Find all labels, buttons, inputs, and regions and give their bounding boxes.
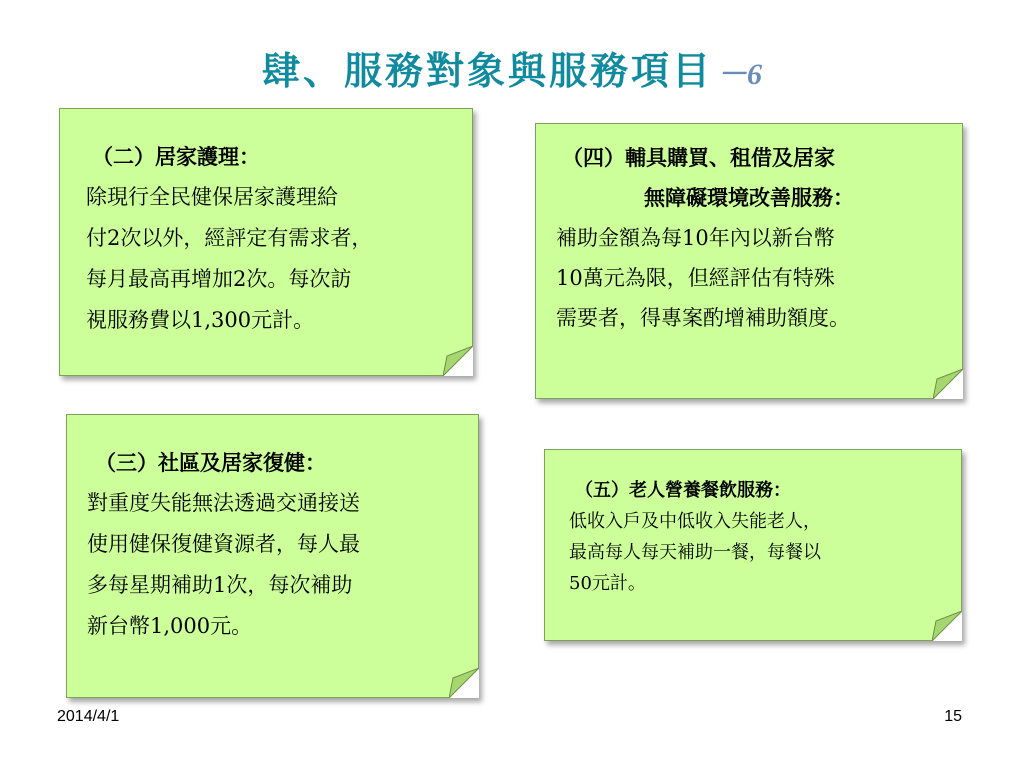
slide-title bbox=[0, 40, 1024, 95]
note-line: 除現行全民健保居家護理給 bbox=[86, 185, 338, 209]
page-number: 15 bbox=[944, 708, 962, 725]
slide-title-suffix: －6 bbox=[717, 58, 762, 91]
note-line: 多每星期補助1次，每次補助 bbox=[87, 573, 353, 597]
note-assistive-devices bbox=[535, 123, 963, 399]
note-line: 補助金額為每10年內以新台幣 bbox=[556, 226, 835, 250]
note-heading: （四）輔具購買、租借及居家 bbox=[562, 145, 835, 170]
note-rehabilitation bbox=[66, 414, 479, 698]
note-line: 10萬元為限，但經評估有特殊 bbox=[556, 266, 835, 290]
note-line: 付2次以外，經評定有需求者， bbox=[86, 226, 373, 250]
note-home-nursing bbox=[59, 108, 473, 376]
note-meal-services bbox=[544, 449, 962, 641]
note-heading: （五）老人營養餐飲服務： bbox=[575, 480, 791, 501]
note-heading-continued: 無障礙環境改善服務： bbox=[644, 185, 854, 210]
footer-date: 2014/4/1 bbox=[57, 708, 120, 725]
note-line: 視服務費以1,300元計。 bbox=[86, 308, 315, 332]
page-curl-icon bbox=[449, 668, 479, 698]
page-curl-icon bbox=[933, 369, 963, 399]
note-line: 對重度失能無法透過交通接送 bbox=[87, 491, 360, 515]
note-heading: （二）居家護理： bbox=[92, 144, 260, 169]
note-line: 低收入戶及中低收入失能老人， bbox=[569, 511, 821, 532]
page-curl-icon bbox=[443, 346, 473, 376]
note-line: 50元計。 bbox=[569, 573, 646, 594]
note-line: 使用健保復健資源者，每人最 bbox=[87, 532, 360, 556]
note-line: 新台幣1,000元。 bbox=[87, 614, 253, 638]
slide-title-text: 肆、服務對象與服務項目 bbox=[261, 48, 713, 93]
note-line: 最高每人每天補助一餐，每餐以 bbox=[569, 542, 821, 563]
note-heading: （三）社區及居家復健： bbox=[95, 450, 326, 475]
note-line: 每月最高再增加2次。每次訪 bbox=[86, 267, 352, 291]
note-line: 需要者，得專案酌增補助額度。 bbox=[556, 306, 850, 330]
page-curl-icon bbox=[932, 611, 962, 641]
